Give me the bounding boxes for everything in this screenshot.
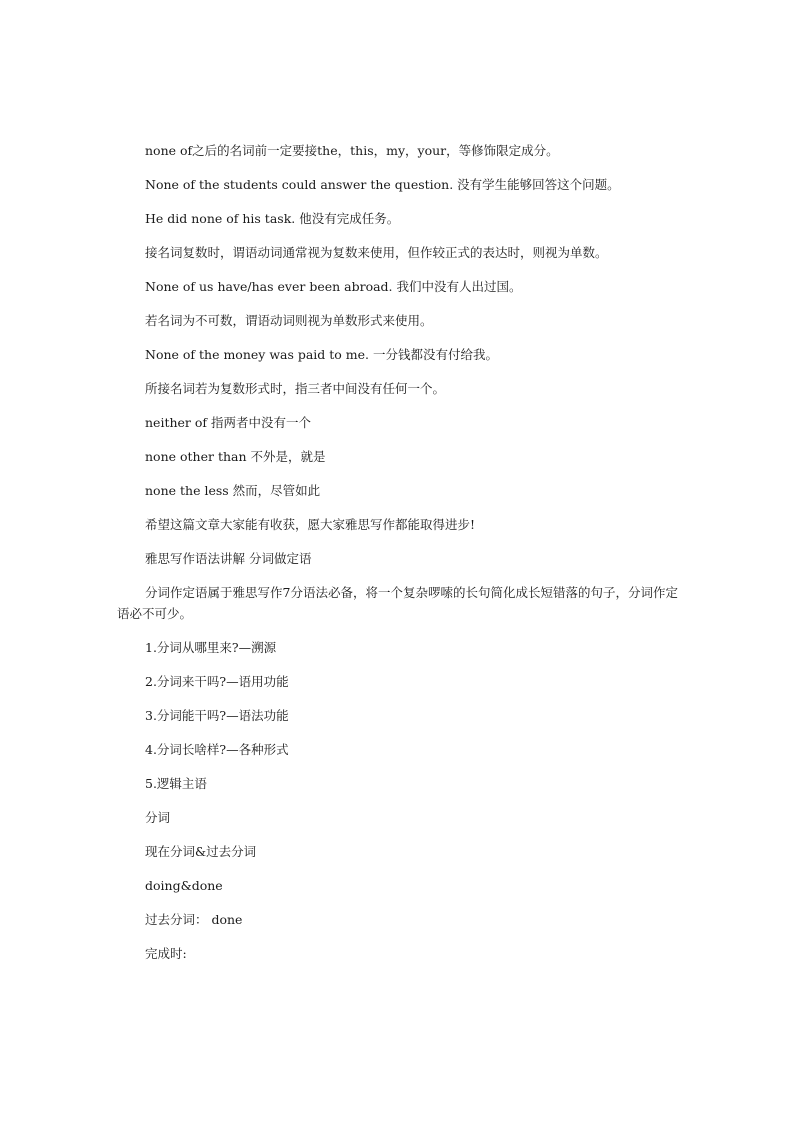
paragraph-intro: 分词作定语属于雅思写作7分语法必备，将一个复杂啰嗦的长句简化成长短错落的句子，分词作定语必不可少。 [117, 585, 678, 621]
paragraph-1: none of之后的名词前一定要接the，this，my，your，等修饰限定成分。 [145, 143, 559, 158]
paragraph-9: neither of 指两者中没有一个 [145, 415, 311, 430]
paragraph-5: None of us have/has ever been abroad. 我们中没有人出过国。 [145, 279, 522, 294]
list-item-5: 5.逻辑主语 [145, 776, 207, 791]
paragraph-12: 希望这篇文章大家能有收获，愿大家雅思写作都能取得进步! [145, 517, 476, 532]
paragraph-perfect-tense: 完成时: [145, 946, 187, 961]
paragraph-3: He did none of his task. 他没有完成任务。 [145, 211, 400, 226]
list-item-3: 3.分词能干吗?—语法功能 [145, 708, 289, 723]
section-heading: 雅思写作语法讲解 分词做定语 [145, 551, 312, 566]
paragraph-6: 若名词为不可数，谓语动词则视为单数形式来使用。 [145, 313, 433, 328]
paragraph-11: none the less 然而，尽管如此 [145, 483, 321, 498]
list-item-2: 2.分词来干吗?—语用功能 [145, 674, 289, 689]
paragraph-7: None of the money was paid to me. 一分钱都没有付给我。 [145, 347, 499, 362]
paragraph-8: 所接名词若为复数形式时，指三者中间没有任何一个。 [145, 381, 446, 396]
paragraph-4: 接名词复数时，谓语动词通常视为复数来使用，但作较正式的表达时，则视为单数。 [145, 245, 608, 260]
paragraph-2: None of the students could answer the question. 没有学生能够回答这个问题。 [145, 177, 620, 192]
paragraph-doing-done: doing&done [145, 878, 223, 893]
list-item-4: 4.分词长啥样?—各种形式 [145, 742, 289, 757]
paragraph-fenci: 分词 [145, 810, 171, 825]
paragraph-past-participle: 过去分词： done [145, 912, 243, 927]
document-body [117, 140, 687, 977]
list-item-1: 1.分词从哪里来?—溯源 [145, 640, 277, 655]
paragraph-participles: 现在分词&过去分词 [145, 844, 257, 859]
paragraph-10: none other than 不外是，就是 [145, 449, 326, 464]
